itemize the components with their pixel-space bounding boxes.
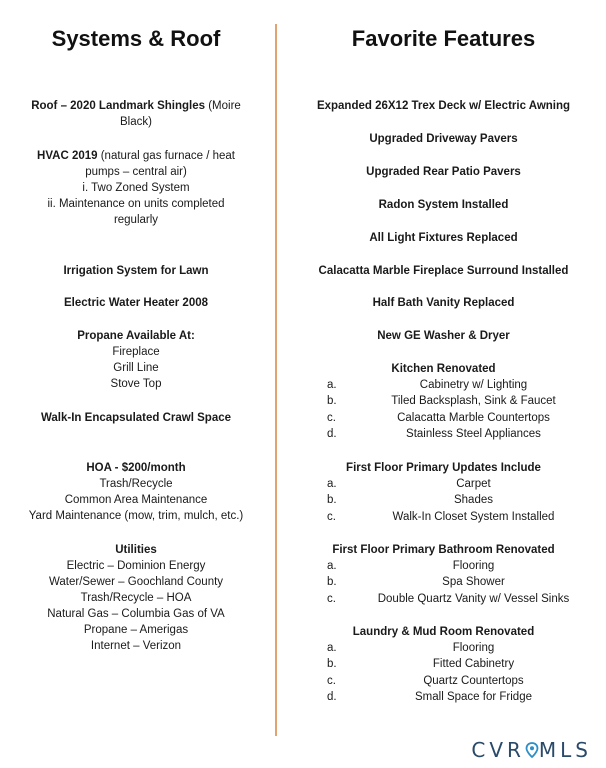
hvac-sub-item: i. Two Zoned System [82,182,190,194]
roof-item [0,98,272,130]
list-item: b. Spa Shower [327,576,505,589]
roof-detail: (Moire [205,100,241,112]
list-item: c. Quartz Countertops [327,674,524,687]
laundry-title: Laundry & Mud Room Renovated [352,626,535,638]
list-item: b. Tiled Backsplash, Sink & Faucet [327,395,556,408]
systems-roof-column [0,0,272,768]
list-item: Yard Maintenance (mow, trim, mulch, etc.) [28,510,244,522]
list-item: Natural Gas – Columbia Gas of VA [47,608,225,620]
irrigation-item: Irrigation System for Lawn [63,265,209,277]
list-item: c. Calacatta Marble Countertops [327,411,550,424]
feature-item: Half Bath Vanity Replaced [372,297,515,309]
roof-detail-cont: Black) [120,116,152,128]
list-item: d. Stainless Steel Appliances [327,428,541,441]
water-heater-item: Electric Water Heater 2008 [63,297,209,309]
hvac-detail-cont: pumps – central air) [85,166,187,178]
utilities-title: Utilities [115,544,157,556]
propane-section [0,328,272,392]
list-item: a. Flooring [327,642,495,654]
feature-item: Calacatta Marble Fireplace Surround Installed [318,265,569,277]
feature-item: New GE Washer & Dryer [377,330,510,342]
list-item: Water/Sewer – Goochland County [48,576,224,588]
utilities-section [0,542,272,654]
feature-item: Expanded 26X12 Trex Deck w/ Electric Awning [316,100,571,112]
primary-bath-title: First Floor Primary Bathroom Renovated [332,544,555,556]
list-item: Trash/Recycle – HOA [80,592,192,604]
list-item: Electric – Dominion Energy [66,560,206,572]
feature-item: Radon System Installed [378,199,509,211]
list-item: b. Shades [327,494,493,507]
column-divider [275,24,277,736]
list-item: Trash/Recycle [99,478,173,490]
favorite-features-column [281,0,606,768]
kitchen-title: Kitchen Renovated [391,363,496,375]
hoa-title: HOA - $200/month [86,462,186,474]
hvac-sub-item: ii. Maintenance on units completed [47,198,225,210]
feature-item: Upgraded Driveway Pavers [369,133,518,145]
laundry-section [281,624,606,706]
list-item: d. Small Space for Fridge [327,691,532,704]
primary-updates-section [281,460,606,525]
primary-bath-section [281,542,606,607]
propane-title: Propane Available At: [77,330,195,342]
primary-updates-title: First Floor Primary Updates Include [346,462,541,474]
hvac-detail: (natural gas furnace / heat [97,150,235,162]
crawl-space-item: Walk-In Encapsulated Crawl Space [40,412,232,424]
list-item: b. Fitted Cabinetry [327,658,515,671]
list-item: a. Carpet [327,478,491,490]
list-item: c. Walk-In Closet System Installed [327,510,555,523]
hoa-section [0,460,272,524]
list-item: Stove Top [110,378,162,390]
systems-roof-heading: Systems & Roof [51,26,221,51]
hvac-sub-item: regularly [113,214,159,226]
feature-item: Upgraded Rear Patio Pavers [366,166,521,178]
list-item: c. Double Quartz Vanity w/ Vessel Sinks [327,592,570,605]
list-item: Propane – Amerigas [83,624,189,636]
favorite-features-heading: Favorite Features [351,26,536,51]
map-pin-icon [525,742,539,758]
list-item: Fireplace [112,346,160,358]
list-item: Internet – Verizon [90,640,182,652]
list-item: Common Area Maintenance [64,494,208,506]
cvrmls-logo [471,738,592,762]
feature-item: All Light Fixtures Replaced [369,232,518,244]
hvac-label: HVAC 2019 [37,150,98,162]
logo-text-pre: CVR [471,738,525,762]
hvac-item [0,148,272,228]
logo-text-post: MLS [538,738,592,762]
list-item: a. Flooring [327,560,495,572]
list-item: a. Cabinetry w/ Lighting [327,379,528,391]
list-item: Grill Line [113,362,159,374]
kitchen-section [281,361,606,443]
roof-label: Roof – 2020 Landmark Shingles [31,100,206,112]
